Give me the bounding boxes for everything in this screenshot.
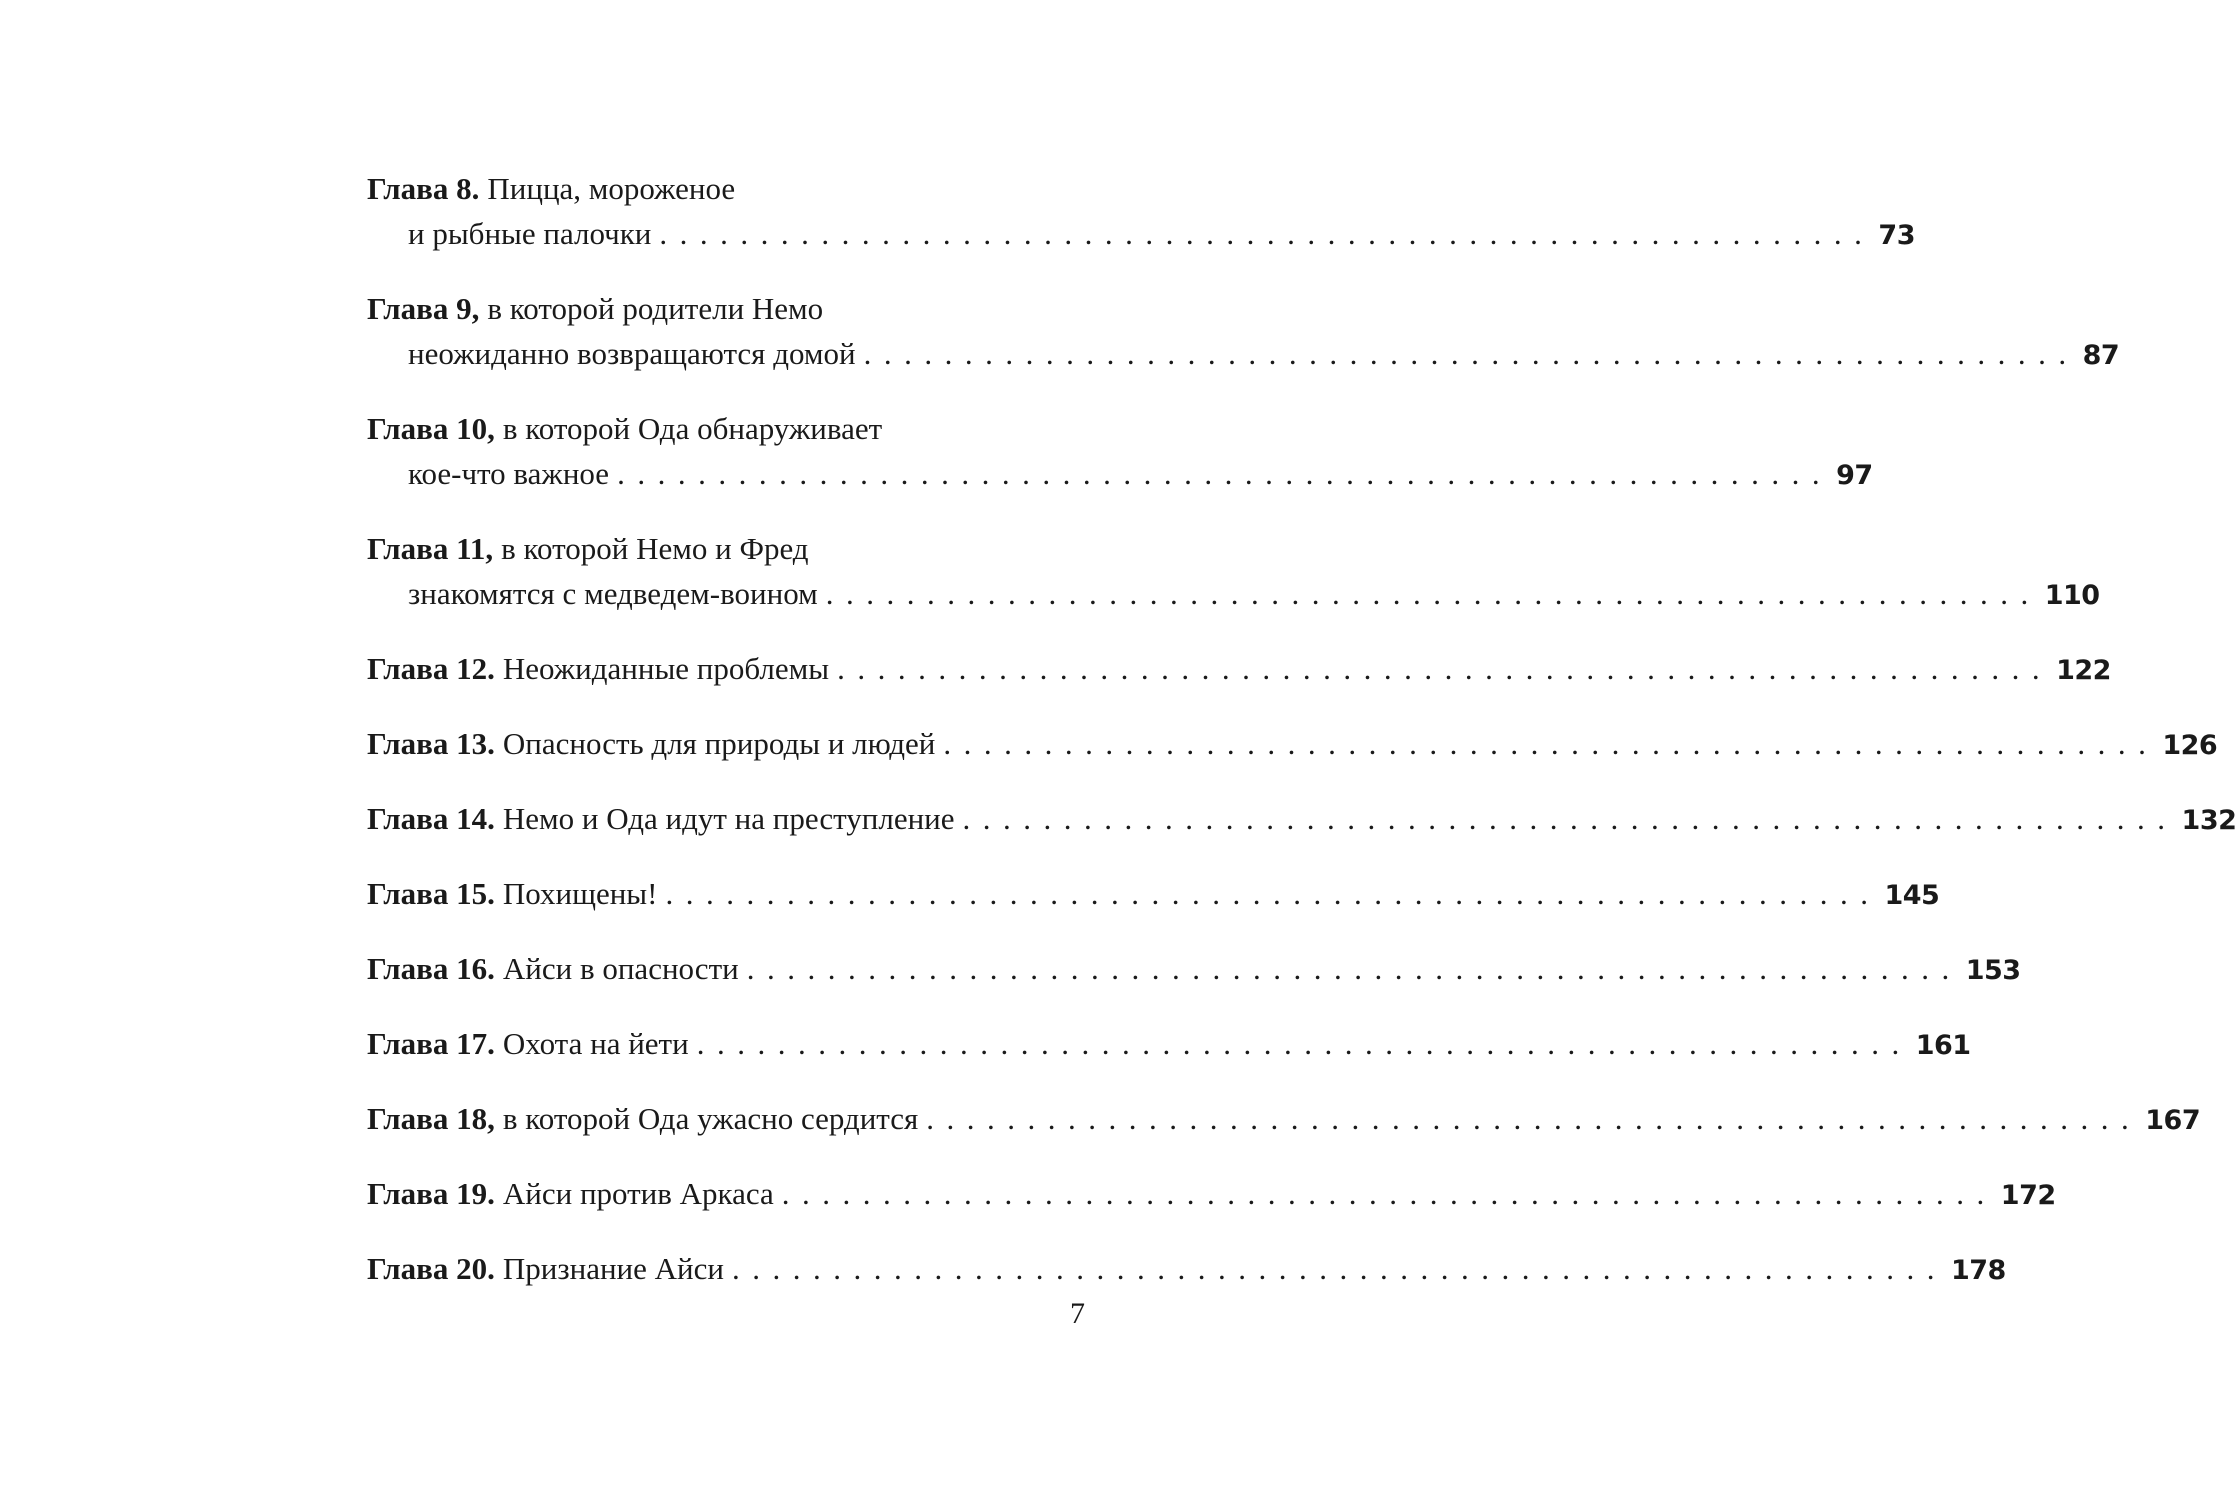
toc-entry-line [367, 1246, 2006, 1293]
dot-leader: ............................................................ [837, 651, 2053, 686]
chapter-number: Глава 13. [367, 726, 495, 761]
chapter-title: Айси в опасности [502, 951, 739, 986]
page-reference: 110 [2044, 580, 2100, 611]
chapter-title: Охота на йети [502, 1026, 689, 1061]
chapter-number: Глава 9, [367, 291, 480, 326]
page-reference: 132 [2181, 805, 2236, 836]
chapter-title: Похищены! [502, 876, 658, 911]
toc-entry [367, 526, 2100, 618]
toc-entry-line [367, 946, 2021, 993]
dot-leader: ............................................................ [962, 801, 2178, 836]
toc-entry-second-line [367, 211, 1915, 258]
chapter-title: в которой Ода ужасно сердится [502, 1101, 919, 1136]
dot-leader: ............................................................ [659, 216, 1875, 251]
chapter-number: Глава 14. [367, 801, 495, 836]
chapter-number: Глава 16. [367, 951, 495, 986]
chapter-title: Признание Айси [502, 1251, 724, 1286]
chapter-number: Глава 8. [367, 171, 480, 206]
dot-leader: ............................................................ [943, 726, 2159, 761]
page-reference: 73 [1878, 220, 1915, 251]
toc-entry [367, 1171, 2056, 1218]
page-reference: 145 [1884, 880, 1940, 911]
table-of-contents [367, 166, 2236, 1321]
chapter-title-continuation: неожиданно возвращаются домой [408, 336, 856, 371]
page-reference: 178 [1950, 1255, 2006, 1286]
chapter-title: в которой Ода обнаруживает [502, 411, 883, 446]
toc-entry-line [367, 796, 2236, 843]
chapter-title-continuation: знакомятся с медведем-воином [408, 576, 818, 611]
toc-entry [367, 406, 1873, 498]
chapter-title-continuation: кое-что важное [408, 456, 610, 491]
dot-leader: ............................................................ [781, 1176, 1997, 1211]
chapter-number: Глава 18, [367, 1101, 495, 1136]
toc-entry-line [367, 721, 2218, 768]
page-reference: 122 [2056, 655, 2111, 686]
toc-entry [367, 1246, 2006, 1293]
dot-leader: ............................................................ [696, 1026, 1912, 1061]
chapter-number: Глава 11, [367, 531, 494, 566]
chapter-number: Глава 15. [367, 876, 495, 911]
dot-leader: ............................................................ [746, 951, 1962, 986]
chapter-title-continuation: и рыбные палочки [408, 216, 652, 251]
chapter-number: Глава 20. [367, 1251, 495, 1286]
page-reference: 87 [2082, 340, 2120, 371]
toc-entry-line [367, 1021, 1971, 1068]
page-reference: 97 [1836, 460, 1873, 491]
toc-entry-first-line [367, 166, 1085, 211]
dot-leader: ............................................................ [926, 1101, 2142, 1136]
page-number: 7 [1070, 1297, 1085, 1330]
chapter-title: Неожиданные проблемы [502, 651, 830, 686]
chapter-title: Айси против Аркаса [502, 1176, 774, 1211]
toc-entry-second-line [367, 451, 1873, 498]
chapter-title: в которой родители Немо [487, 291, 824, 326]
dot-leader: ............................................................ [863, 336, 2079, 371]
dot-leader: ............................................................ [731, 1251, 1947, 1286]
toc-entry-first-line [367, 526, 1085, 571]
toc-entry [367, 166, 1915, 258]
page-reference: 126 [2162, 730, 2218, 761]
toc-entry [367, 946, 2021, 993]
dot-leader: ............................................................ [665, 876, 1881, 911]
toc-entry [367, 871, 1940, 918]
toc-entry-line [367, 1171, 2056, 1218]
page-reference: 167 [2145, 1105, 2201, 1136]
toc-entry-line [367, 871, 1940, 918]
chapter-title: Немо и Ода идут на преступление [502, 801, 955, 836]
page-reference: 161 [1915, 1030, 1971, 1061]
toc-entry-second-line [367, 331, 2120, 378]
chapter-title: в которой Немо и Фред [501, 531, 809, 566]
toc-entry-line [367, 1096, 2201, 1143]
page-reference: 172 [2000, 1180, 2056, 1211]
toc-entry-first-line [367, 406, 1085, 451]
toc-entry [367, 721, 2218, 768]
chapter-number: Глава 12. [367, 651, 495, 686]
toc-entry-first-line [367, 286, 1085, 331]
chapter-number: Глава 19. [367, 1176, 495, 1211]
toc-entry-line [367, 646, 2111, 693]
toc-entry-second-line [367, 571, 2100, 618]
chapter-number: Глава 17. [367, 1026, 495, 1061]
toc-entry [367, 796, 2236, 843]
dot-leader: ............................................................ [825, 576, 2041, 611]
chapter-title: Опасность для природы и людей [502, 726, 936, 761]
toc-entry [367, 646, 2111, 693]
toc-entry [367, 286, 2120, 378]
toc-entry [367, 1021, 1971, 1068]
page-reference: 153 [1965, 955, 2021, 986]
chapter-title: Пицца, мороженое [487, 171, 736, 206]
dot-leader: ............................................................ [617, 456, 1833, 491]
toc-entry [367, 1096, 2201, 1143]
chapter-number: Глава 10, [367, 411, 495, 446]
